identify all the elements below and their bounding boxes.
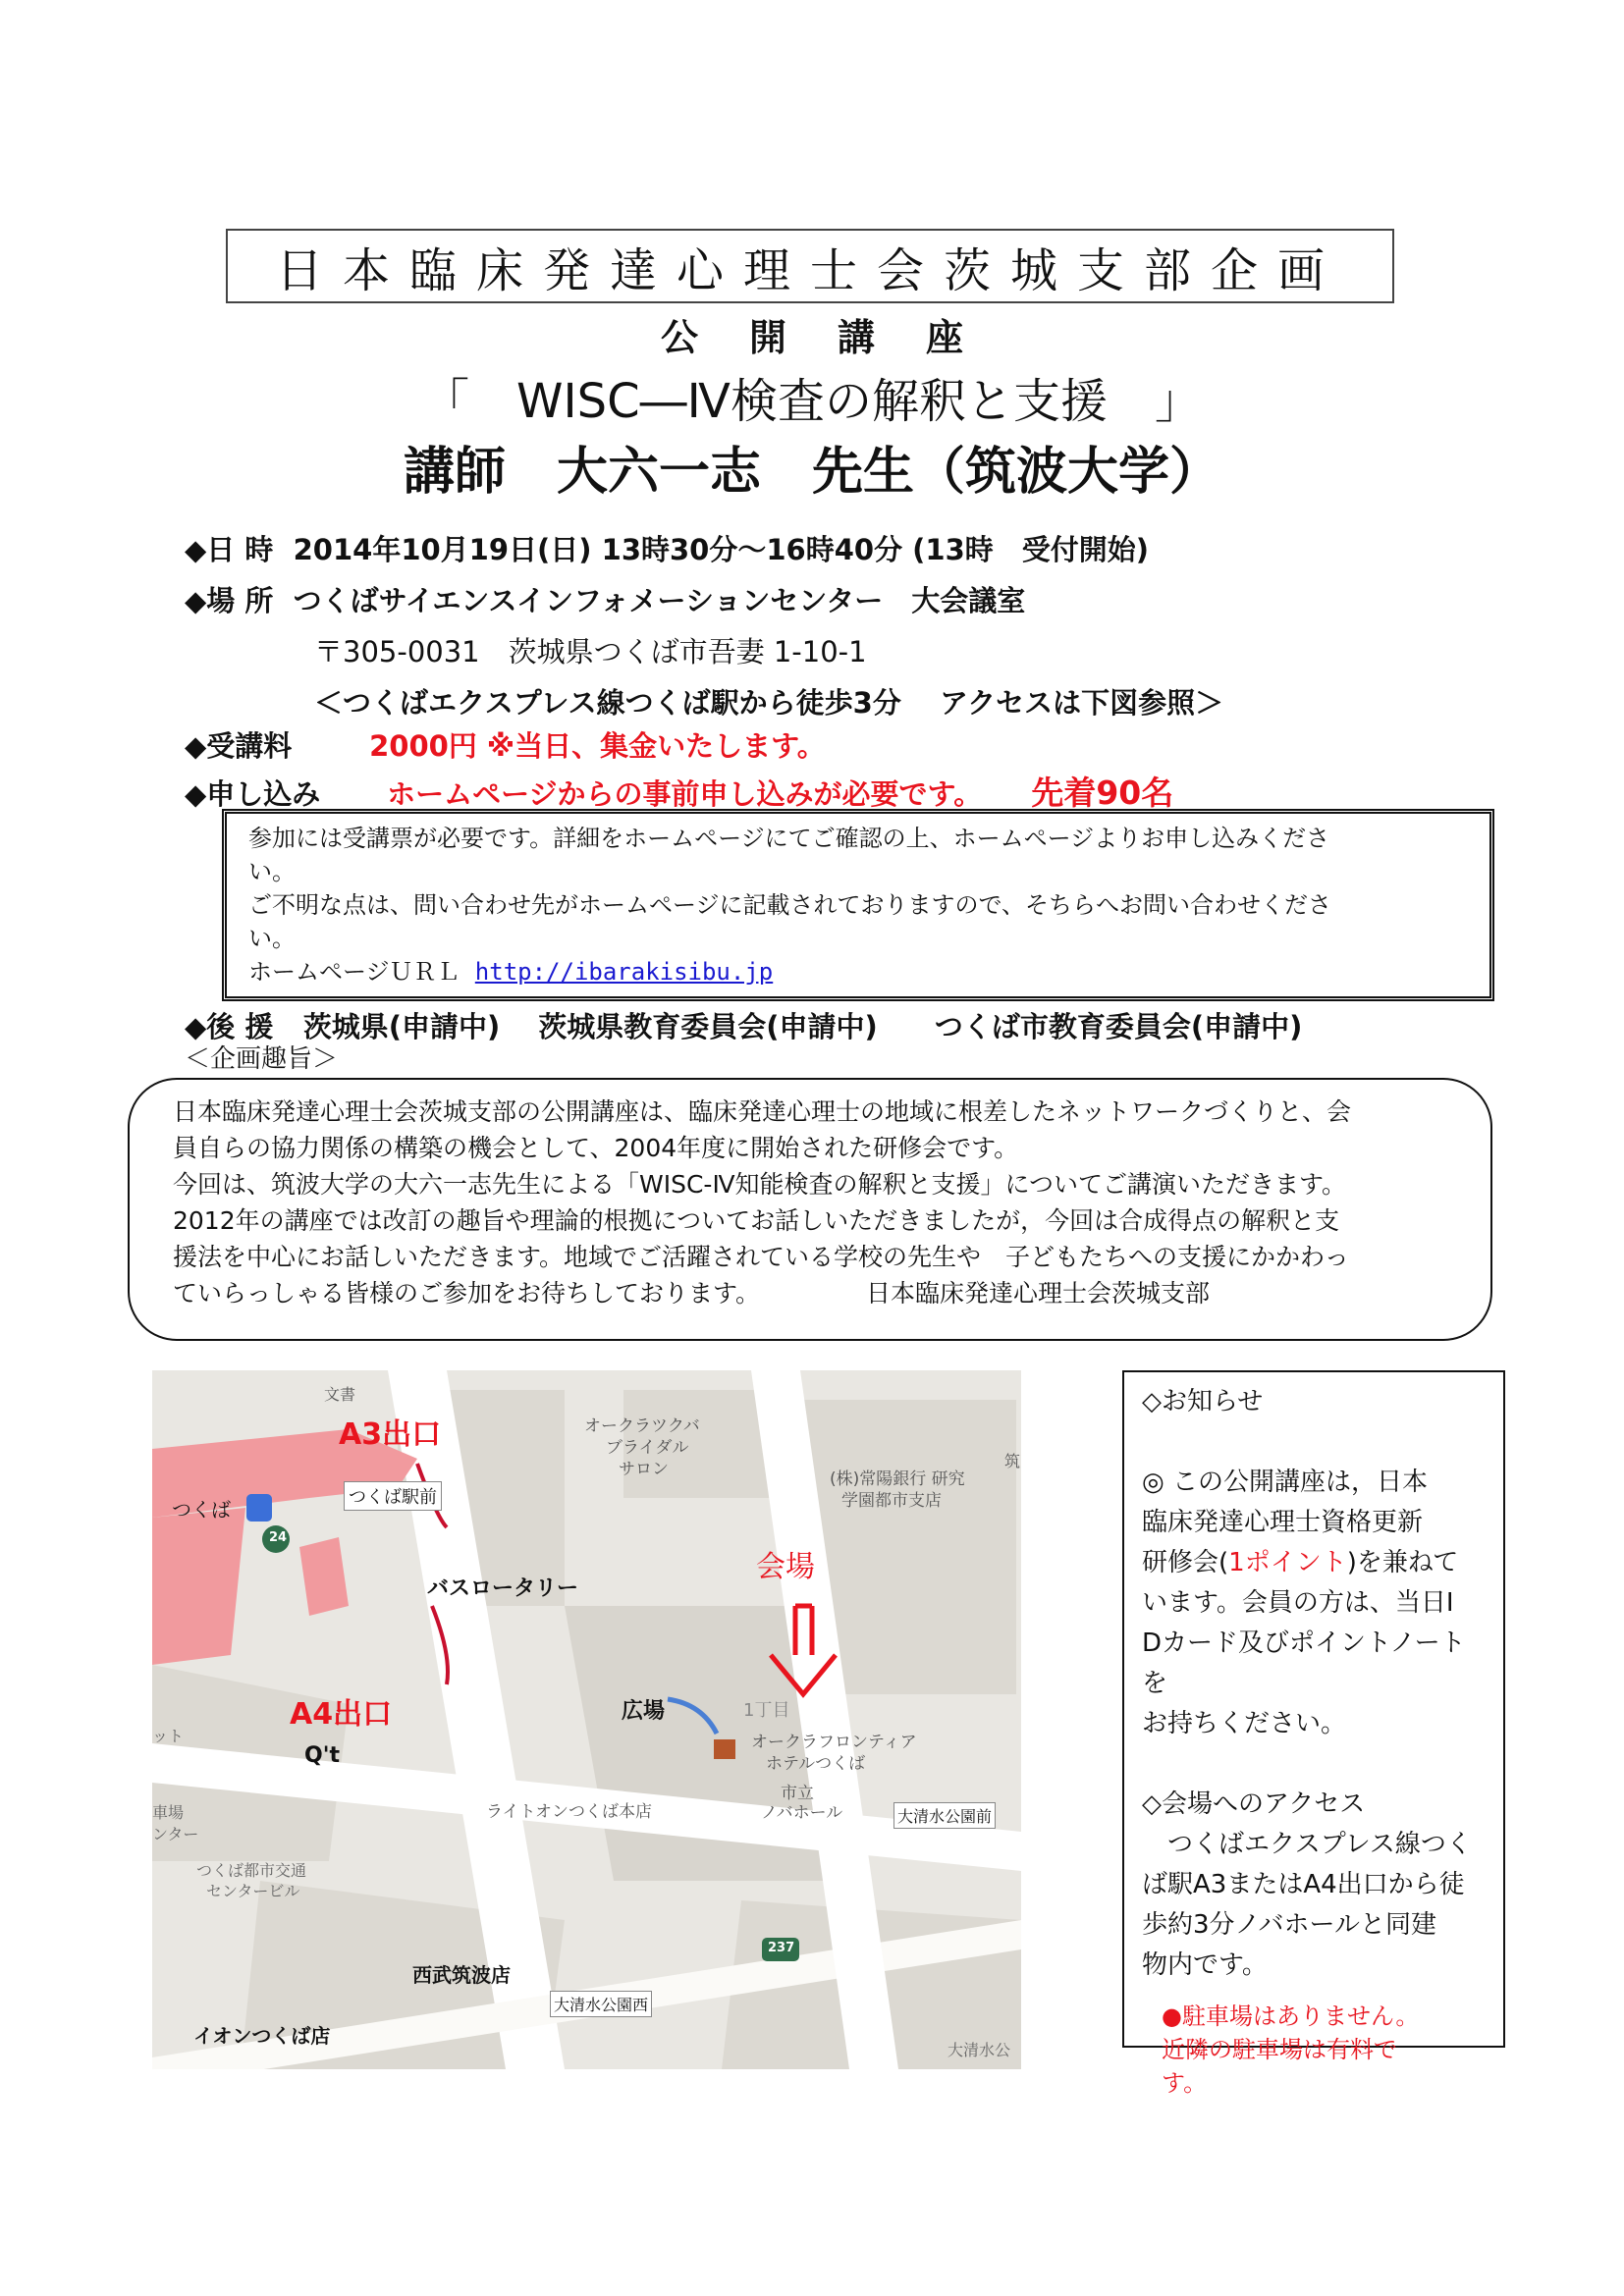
- notice-text: )を兼ねて: [1346, 1548, 1459, 1577]
- organization-title: 日本臨床発達心理士会茨城支部企画: [275, 242, 1344, 298]
- parking-line: 近隣の駐車場は有料で: [1162, 2036, 1397, 2063]
- qt-label: Q't: [304, 1743, 340, 1768]
- purpose-line: 援法を中心にお話しいただきます。地域でご活躍されている学校の先生や 子どもたちへの支援にかかわっ: [173, 1243, 1349, 1271]
- route-237-label: 237: [768, 1941, 795, 1955]
- purpose-last-line: [173, 1275, 1447, 1311]
- cut-label: ット: [152, 1727, 185, 1745]
- notice-line: 臨床発達心理士資格更新: [1142, 1508, 1424, 1537]
- bunsho-label: 文書: [324, 1385, 356, 1404]
- a3-exit-label: A3出口: [339, 1417, 442, 1452]
- light-on-label: ライトオンつくば本店: [486, 1802, 652, 1822]
- datetime-row: [185, 528, 1149, 568]
- notice-heading: ◇お知らせ: [1142, 1387, 1264, 1416]
- bus-center-label-2: センタービル: [206, 1882, 300, 1900]
- access-line: 歩約3分ノバホールと同建: [1142, 1910, 1436, 1940]
- notice-line: ◎ この公開講座は，日本: [1142, 1468, 1428, 1497]
- notice-line: Dカード及びポイントノートを: [1142, 1629, 1466, 1698]
- access-line: ば駅A3またはA4出口から徒: [1142, 1870, 1465, 1899]
- notice-line: います。会員の方は、当日I: [1142, 1588, 1454, 1618]
- a4-exit-label: A4出口: [290, 1697, 393, 1732]
- registration-note-box: [222, 809, 1494, 1001]
- lecture-topic: 「 WISC―Ⅳ検査の解釈と支援 」: [422, 374, 1202, 429]
- ohshimizu-nishi-label: 大清水公園西: [550, 1991, 652, 2017]
- access-map: [152, 1370, 1021, 2069]
- okura-bridal-label: オークラツクバ: [584, 1416, 700, 1436]
- note-line: 参加には受講票が必要です。詳細をホームページにてご確認の上、ホームページよりお申し込みくださ: [248, 825, 1330, 852]
- joyo-bank-label-2: 学園都市支店: [841, 1491, 942, 1511]
- parking-line: ●駐車場はありません。: [1162, 2002, 1420, 2030]
- okura-bridal-label-3: サロン: [619, 1460, 669, 1479]
- organization-title-box: [226, 229, 1394, 303]
- chikuba-label: 筑: [1004, 1452, 1021, 1470]
- apply-row: [185, 768, 1173, 814]
- hiroba-label: 広場: [622, 1699, 666, 1724]
- purpose-line: 今回は、筑波大学の大六一志先生による「WISC-Ⅳ知能検査の解釈と支援」についてご講演いただきます。: [173, 1170, 1347, 1199]
- purpose-line: ていらっしゃる皆様のご参加をお待ちしております。: [173, 1279, 761, 1308]
- access-line: つくばエクスプレス線つく: [1142, 1830, 1472, 1859]
- note-line: い。: [248, 925, 296, 952]
- center-label: ンター: [152, 1825, 199, 1843]
- url-label: ホームページＵＲＬ: [248, 958, 460, 986]
- parking-label: 車場: [152, 1803, 185, 1822]
- notice-box: [1122, 1370, 1505, 2097]
- apply-label: ◆申し込み: [185, 777, 321, 811]
- place-value: つくばサイエンスインフォメーションセンター 大会議室: [293, 584, 1026, 617]
- homepage-link[interactable]: http://ibarakisibu.jp: [474, 958, 774, 986]
- datetime-value: 2014年10月19日(日) 13時30分～16時40分 (13時 受付開始): [293, 533, 1150, 566]
- purpose-signature: 日本臨床発達心理士会茨城支部: [865, 1279, 1210, 1308]
- place-label: ◆場 所: [185, 584, 274, 617]
- parking-line: す。: [1162, 2069, 1208, 2097]
- note-url-row: [248, 955, 1468, 988]
- access-line: 物内です。: [1142, 1950, 1268, 1980]
- okura-bridal-label-2: ブライダル: [606, 1438, 689, 1458]
- purpose-line: 日本臨床発達心理士会茨城支部の公開講座は、臨床発達心理士の地域に根差したネットワークづくりと、会: [173, 1097, 1352, 1126]
- fee-row: [185, 724, 826, 765]
- support-label: ◆後 援: [185, 1010, 274, 1043]
- lecturer: 講師 大六一志 先生（筑波大学）: [403, 443, 1220, 502]
- nova-hall-label-2: ノバホール: [761, 1803, 843, 1823]
- place-row: [185, 579, 1025, 619]
- access-heading: ◇会場へのアクセス: [1142, 1789, 1366, 1819]
- aeon-label: イオンつくば店: [193, 2024, 331, 2048]
- notice-text: 研修会(: [1142, 1548, 1229, 1577]
- venue-label: 会場: [756, 1550, 815, 1584]
- fee-label: ◆受講料: [185, 729, 293, 763]
- fee-value: 2000円 ※当日、集金いたします。: [369, 729, 826, 763]
- access-note: ＜つくばエクスプレス線つくば駅から徒歩3分 アクセスは下図参照＞: [314, 686, 1224, 720]
- capacity: 先着90名: [1031, 774, 1174, 812]
- bus-center-label: つくば都市交通: [196, 1861, 307, 1880]
- note-line: い。: [248, 858, 296, 885]
- tsukuba-ekimae-label: つくば駅前: [344, 1481, 442, 1511]
- notice-line: [1142, 1543, 1486, 1583]
- purpose-heading: ＜企画趣旨＞: [185, 1044, 339, 1074]
- seibu-label: 西武筑波店: [412, 1963, 511, 1987]
- note-line: ご不明な点は、問い合わせ先がホームページに記載されておりますので、そちらへお問い合わせくださ: [248, 891, 1332, 919]
- purpose-line: 2012年の講座では改訂の趣旨や理論的根拠についてお話しいただきましたが，今回は合成得点の解釈と支: [173, 1206, 1340, 1235]
- lecture-type: 公開講座: [660, 316, 1014, 359]
- route-24-label: 24: [269, 1530, 288, 1545]
- support-row: [185, 1005, 1302, 1045]
- apply-value: ホームページからの事前申し込みが必要です。: [387, 777, 983, 811]
- chome-label: 1丁目: [743, 1700, 790, 1721]
- address: 〒305-0031 茨城県つくば市吾妻 1-10-1: [314, 635, 867, 668]
- purpose-line: 員自らの協力関係の構築の機会として、2004年度に開始された研修会です。: [173, 1134, 1019, 1162]
- nova-hall-label: 市立: [781, 1784, 814, 1803]
- support-value: 茨城県(申請中) 茨城県教育委員会(申請中) つくば市教育委員会(申請中): [302, 1010, 1303, 1043]
- datetime-label: ◆日 時: [185, 533, 274, 566]
- point-highlight: 1ポイント: [1228, 1548, 1347, 1577]
- ohshimizu-label: 大清水公: [947, 2041, 1011, 2059]
- okura-frontier-label-2: ホテルつくば: [766, 1754, 866, 1774]
- purpose-box: [128, 1078, 1492, 1341]
- tsukuba-station-label: つくば: [172, 1498, 231, 1522]
- notice-line: お持ちください。: [1142, 1709, 1347, 1738]
- ohshimizu-mae-label: 大清水公園前: [893, 1802, 996, 1829]
- bus-rotary-label: バスロータリー: [427, 1576, 579, 1601]
- joyo-bank-label: (株)常陽銀行 研究: [830, 1469, 965, 1489]
- okura-frontier-label: オークラフロンティア: [751, 1733, 917, 1752]
